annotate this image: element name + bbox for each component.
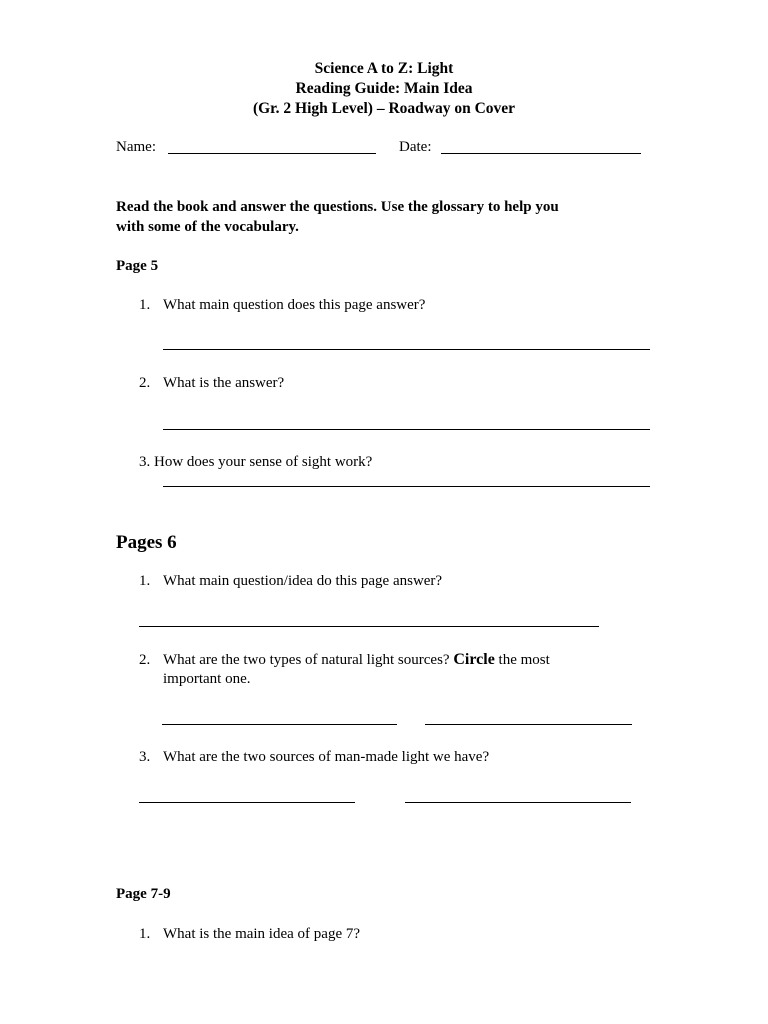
question-number: 1.: [139, 573, 151, 589]
question-text: What main question/idea do this page answer?: [163, 573, 443, 589]
instructions-line-1: Read the book and answer the questions. Use the glossary to help you: [116, 199, 559, 215]
worksheet-subtitle: Reading Guide: Main Idea: [295, 80, 473, 97]
question-3: [139, 749, 489, 766]
name-field[interactable]: [168, 153, 376, 154]
question-number: 1.: [139, 926, 151, 942]
answer-line[interactable]: [425, 724, 632, 725]
answer-line[interactable]: [139, 626, 599, 627]
question-number: 3.: [139, 749, 151, 765]
worksheet-level: (Gr. 2 High Level) – Roadway on Cover: [252, 100, 516, 117]
question-2-continued: important one.: [163, 671, 251, 687]
section-heading-page-5: Page 5: [116, 258, 159, 274]
answer-line[interactable]: [163, 486, 650, 487]
question-text: What main question does this page answer?: [163, 297, 426, 313]
question-1: [139, 926, 360, 943]
instructions-line-2: with some of the vocabulary.: [116, 219, 299, 235]
question-number: 2.: [139, 652, 151, 668]
emphasis-text: Circle: [453, 651, 495, 668]
date-field[interactable]: [441, 153, 641, 154]
question-number: 1.: [139, 297, 151, 313]
question-3: 3. How does your sense of sight work?: [139, 454, 373, 470]
section-heading-page-7-9: Page 7-9: [116, 886, 171, 902]
question-text: What is the main idea of page 7?: [163, 926, 361, 942]
answer-line[interactable]: [162, 724, 397, 725]
question-1: [139, 573, 442, 590]
question-2: [139, 375, 284, 392]
section-heading-pages-6: Pages 6: [116, 532, 177, 553]
question-number: 2.: [139, 375, 151, 391]
answer-line[interactable]: [163, 429, 650, 430]
question-text: What are the two types of natural light sources?: [163, 652, 450, 668]
worksheet-title: Science A to Z: Light: [314, 60, 454, 77]
question-1: [139, 297, 425, 314]
date-label: Date:: [399, 139, 432, 155]
question-2: [139, 651, 550, 669]
name-label: Name:: [116, 139, 156, 155]
question-text: What is the answer?: [163, 375, 285, 391]
answer-line[interactable]: [405, 802, 631, 803]
question-text: What are the two sources of man-made light we have?: [163, 749, 490, 765]
answer-line[interactable]: [139, 802, 355, 803]
question-text: the most: [498, 652, 550, 668]
answer-line[interactable]: [163, 349, 650, 350]
